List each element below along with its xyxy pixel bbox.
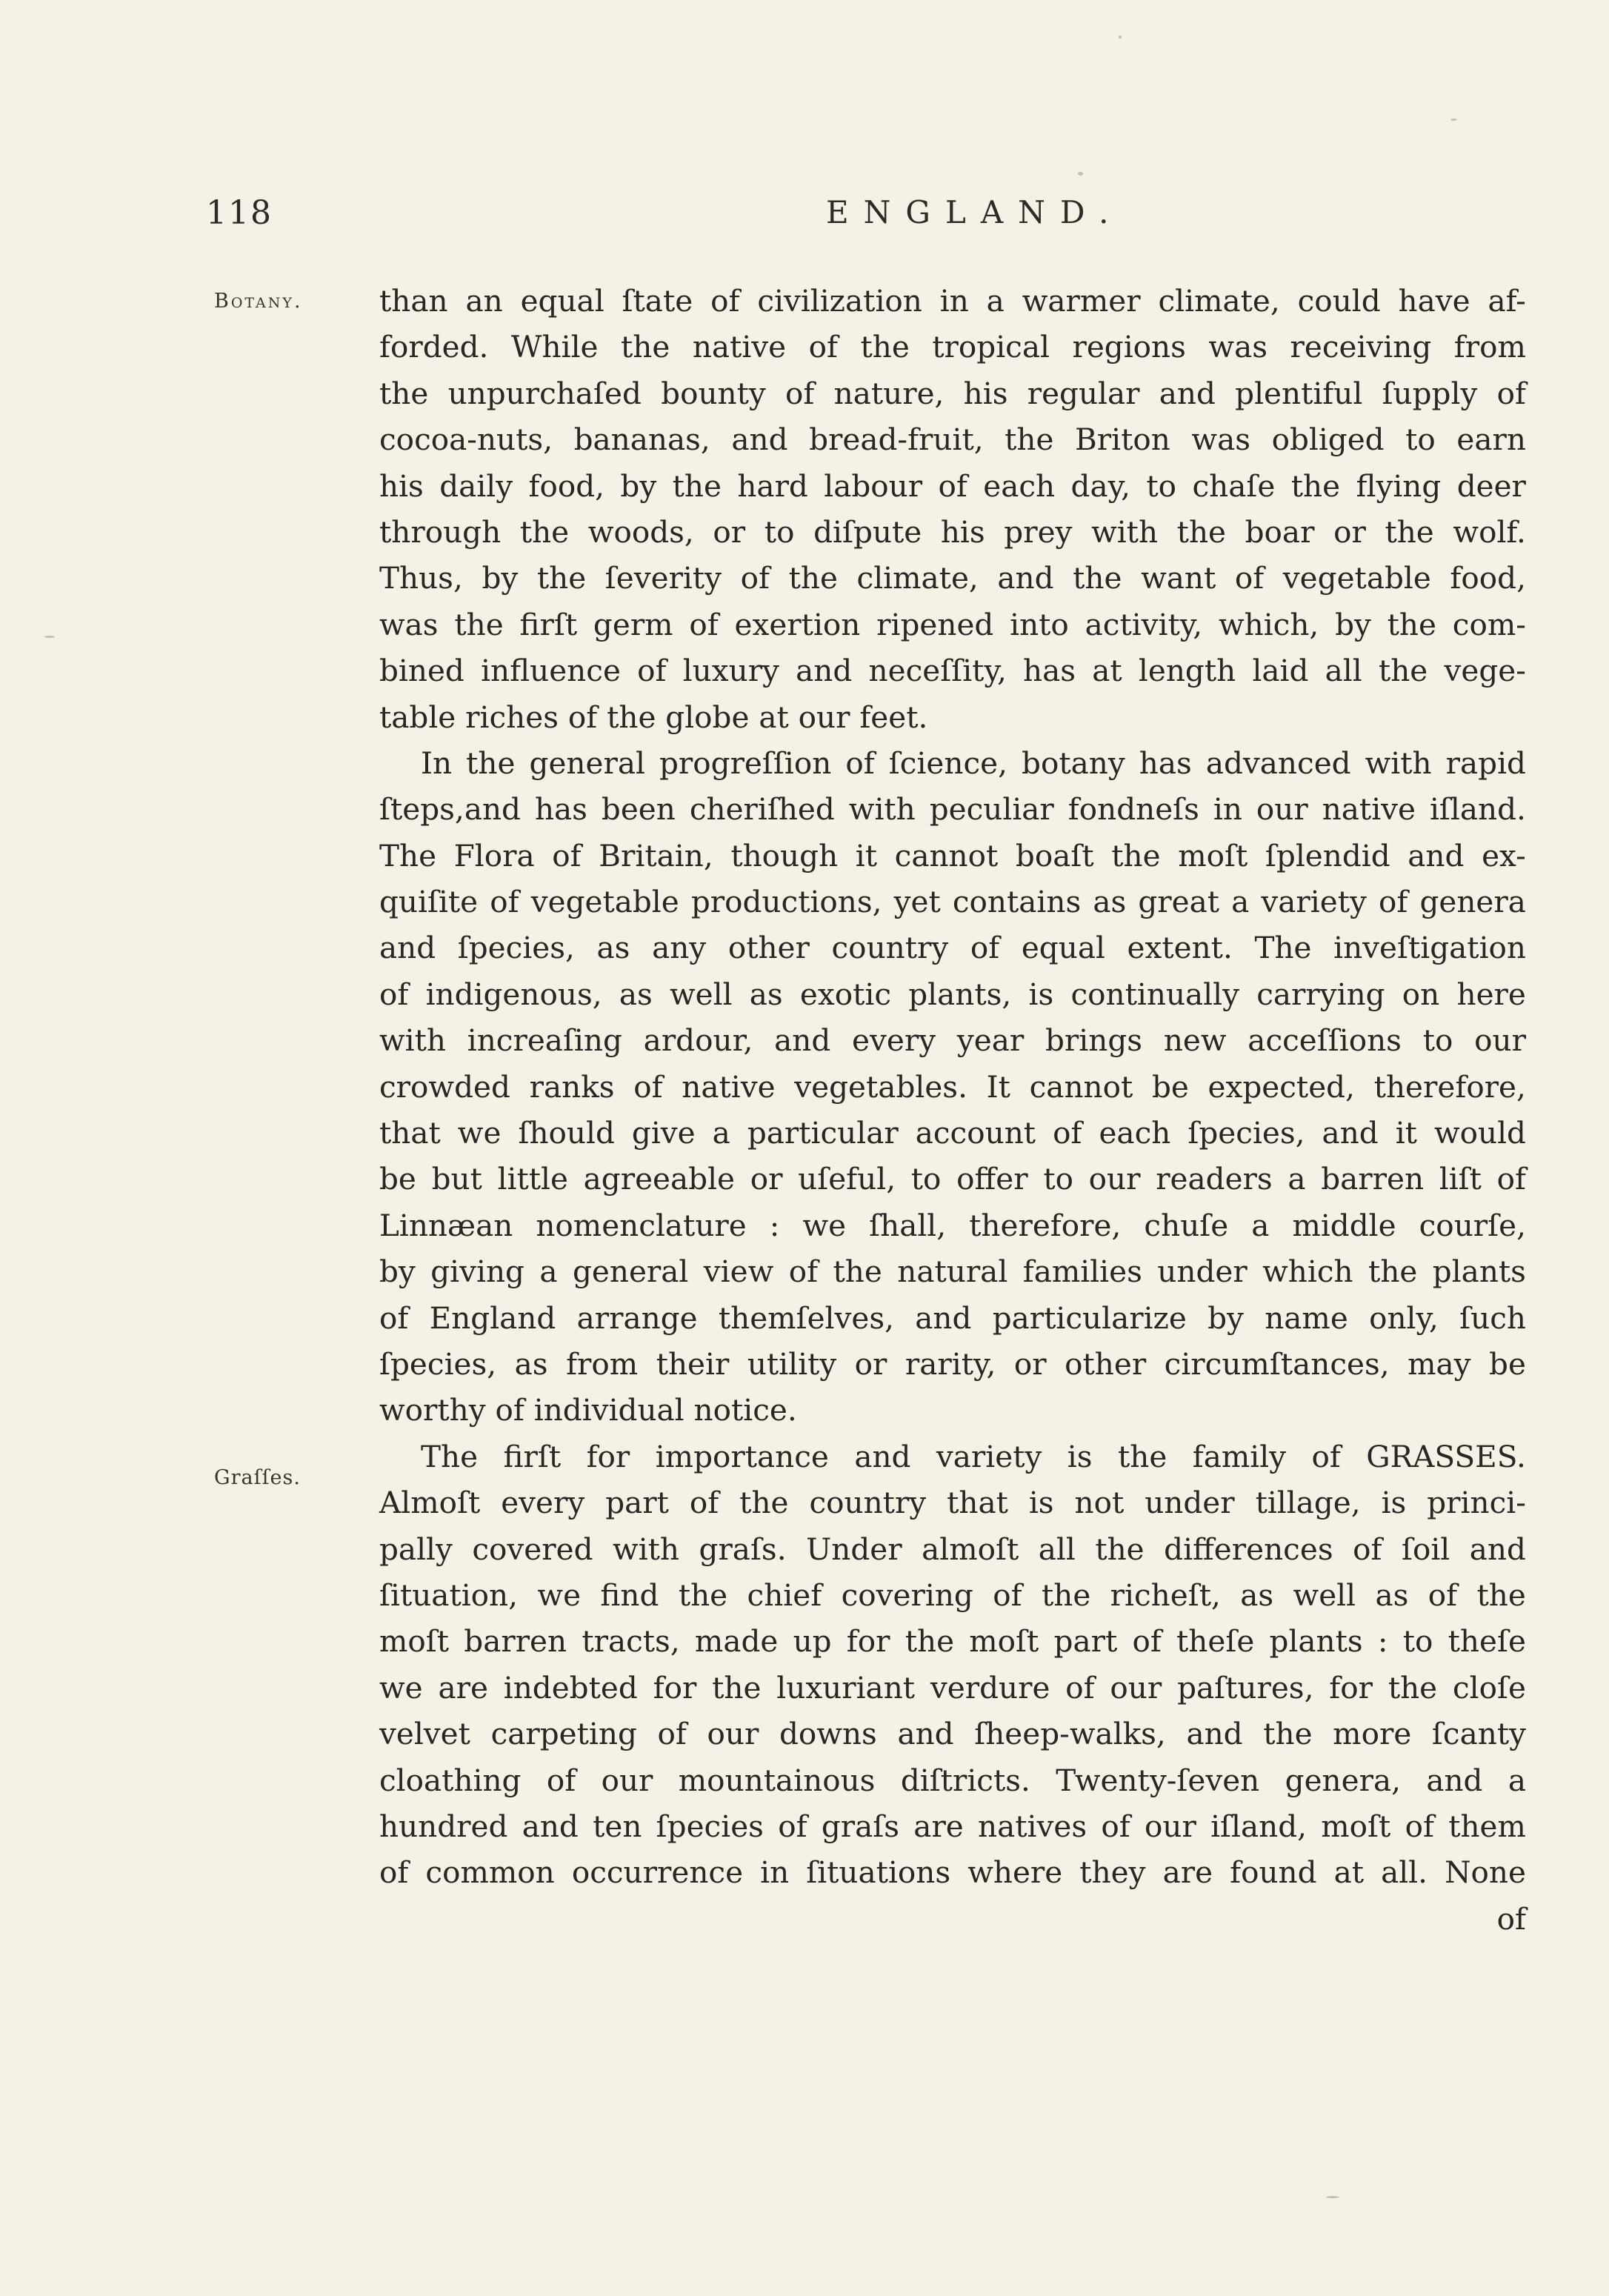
text-line: his daily food, by the hard labour of each day, to chaſe the flying deer (379, 467, 1526, 504)
text-line: table riches of the globe at our feet. (379, 699, 928, 735)
text-line: and ſpecies, as any other country of equal extent. The inveſtigation (379, 930, 1526, 966)
page-header (0, 194, 1609, 246)
text-line: the unpurchaſed bounty of nature, his regular and plentiful ſupply of (379, 375, 1526, 411)
text-line: Linnæan nomenclature : we ſhall, therefore, chuſe a middle courſe, (379, 1207, 1526, 1243)
running-head: ENGLAND. (826, 194, 1124, 230)
text-line: Thus, by the ſeverity of the climate, and the want of vegetable food, (379, 560, 1526, 596)
page-number: 118 (206, 194, 273, 232)
text-line: cloathing of our mountainous diſtricts. Twenty-ſeven genera, and a (379, 1762, 1526, 1798)
text-line: with increaſing ardour, and every year brings new acceſſions to our (379, 1022, 1526, 1059)
text-line: through the woods, or to diſpute his prey with the boar or the wolf. (379, 513, 1526, 550)
paper-speck (1078, 172, 1083, 176)
text-line: by giving a general view of the natural families under which the plants (379, 1254, 1526, 1290)
text-line: crowded ranks of native vegetables. It cannot be expected, therefore, (379, 1068, 1526, 1105)
text-line: worthy of individual notice. (379, 1392, 797, 1428)
text-line: that we ſhould give a particular account of each ſpecies, and it would (379, 1115, 1526, 1151)
text-line: In the general progreſſion of ſcience, botany has advanced with rapid (421, 745, 1526, 781)
text-line: was the firſt germ of exertion ripened into activity, which, by the com- (379, 606, 1526, 642)
text-line: of common occurrence in ſituations where they are found at all. None (379, 1854, 1526, 1891)
text-line: forded. While the native of the tropical regions was receiving from (379, 329, 1526, 365)
text-line: moſt barren tracts, made up for the moſt part of theſe plants : to theſe (379, 1623, 1526, 1660)
text-line: be but little agreeable or uſeful, to offer to our readers a barren liſt of (379, 1161, 1526, 1197)
paper-speck (1119, 36, 1122, 39)
text-line: pally covered with graſs. Under almoſt all the differences of ſoil and (379, 1531, 1526, 1567)
text-line: of indigenous, as well as exotic plants, is continually carrying on here (379, 976, 1526, 1012)
text-line: than an equal ſtate of civilization in a warmer climate, could have af- (379, 283, 1526, 319)
text-line: cocoa-nuts, bananas, and bread-fruit, the Briton was obliged to earn (379, 422, 1526, 458)
text-line: The firſt for importance and variety is the family of GRASSES. (421, 1438, 1526, 1474)
text-line: ſituation, we find the chief covering of the richeſt, as well as of the (379, 1577, 1526, 1613)
text-line: ſteps,and has been cheriſhed with peculiar fondneſs in our native iſland. (379, 791, 1526, 828)
margin-note-botany: Botany. (214, 290, 303, 313)
text-line: velvet carpeting of our downs and ſheep-walks, and the more ſcanty (379, 1716, 1526, 1752)
text-line: Almoſt every part of the country that is not under tillage, is princi- (379, 1485, 1526, 1521)
margin-note-grasses: Graſſes. (214, 1466, 301, 1489)
paper-speck (1326, 2196, 1339, 2198)
text-line: of England arrange themſelves, and particularize by name only, ſuch (379, 1300, 1526, 1336)
text-line: we are indebted for the luxuriant verdure of our paſtures, for the cloſe (379, 1669, 1526, 1706)
paper-speck (44, 636, 55, 638)
text-line: hundred and ten ſpecies of graſs are natives of our iſland, moſt of them (379, 1808, 1526, 1844)
text-line: of (1496, 1900, 1526, 1937)
text-line: ſpecies, as from their utility or rarity, or other circumſtances, may be (379, 1345, 1526, 1382)
body-text (379, 278, 1526, 1942)
text-line: quiſite of vegetable productions, yet contains as great a variety of genera (379, 884, 1526, 920)
paper-speck (1450, 119, 1457, 121)
text-line: bined influence of luxury and neceſſity, has at length laid all the vege- (379, 653, 1526, 689)
text-line: The Flora of Britain, though it cannot boaſt the moſt ſplendid and ex- (379, 837, 1526, 874)
